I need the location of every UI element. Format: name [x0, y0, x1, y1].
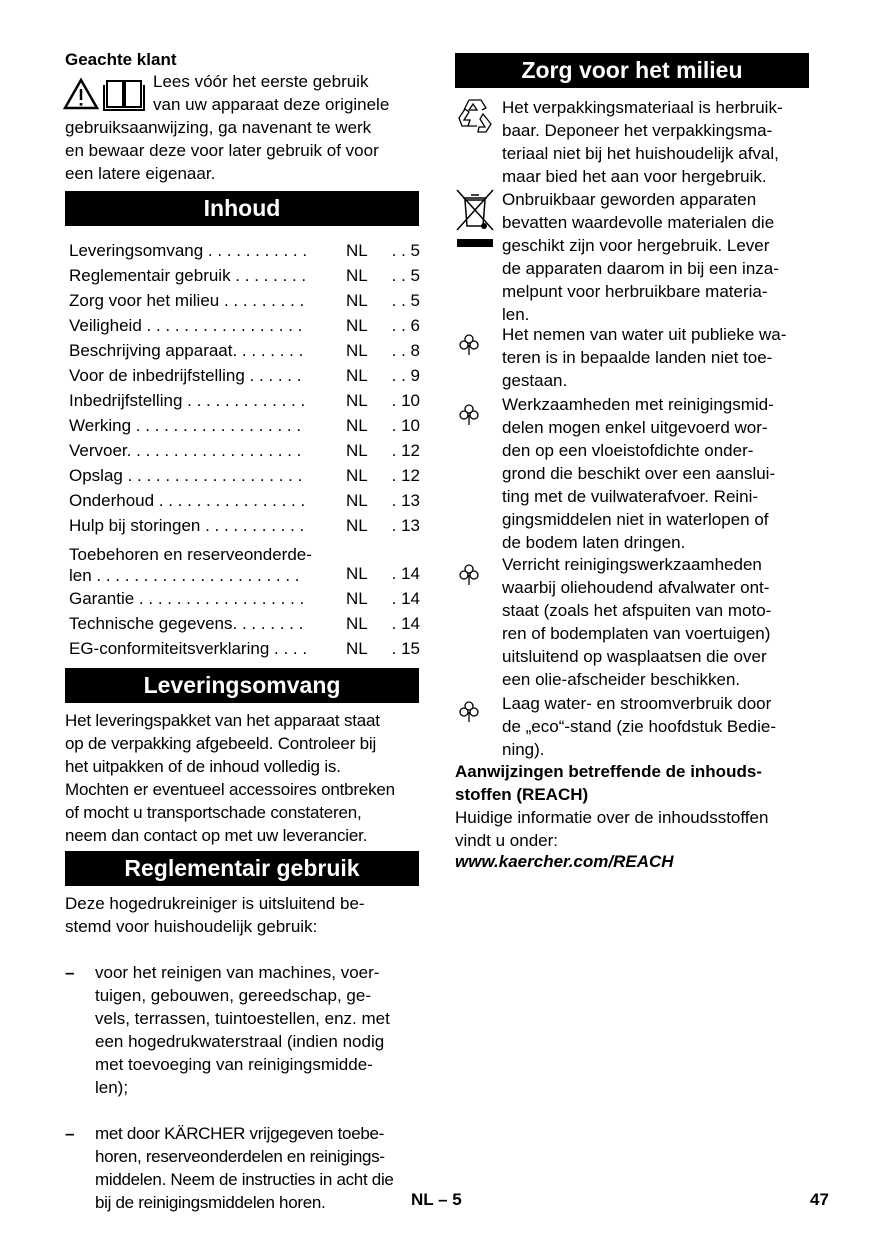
milieu-item-packaging: Het verpakkingsmateriaal is herbruik- baar. Deponeer het verpakkingsma- teriaal niet bij het huishoudelijk afval, maar bied het aan voor hergebruik.: [502, 98, 783, 186]
milieu-item-devices: Onbruikbaar geworden apparaten bevatten waardevolle materialen die geschikt zijn voor hergebruik. Lever de apparaten daarom in bij een inza- melpunt voor herbruikbare materia- len.: [502, 190, 779, 324]
toc-entry-language: NL: [346, 516, 368, 535]
toc-entry[interactable]: [69, 238, 420, 263]
toc-entry[interactable]: [69, 263, 420, 288]
toc-entry-page: . . 6: [391, 316, 420, 335]
recycle-icon: [455, 96, 495, 138]
toc-entry-language: NL: [346, 639, 368, 658]
list-item-text: met door KÄRCHER vrijgegeven toebe- horen, reserveonderdelen en reinigings- middelen. Neem de instructies in acht die bij de reinigingsmiddelen horen.: [95, 1124, 394, 1212]
toc-entry[interactable]: [69, 438, 420, 463]
toc-entry-page: . 13: [391, 491, 420, 510]
toc-entry[interactable]: [69, 611, 420, 636]
toc-entry[interactable]: [69, 586, 420, 611]
list-item: [65, 1122, 425, 1214]
toc-entry-title: Voor de inbedrijfstelling . . . . . .: [69, 366, 302, 385]
milieu-item-cleaning-agents: Werkzaamheden met reinigingsmid- delen mogen enkel uitgevoerd wor- den op een vloeistofdichte onder- grond die beschikt over een aanslui- ting met de vuilwaterafvoer. Reini- gingsmiddelen niet in waterlopen of de bodem laten dringen.: [502, 395, 776, 552]
toc-entry-title: Inbedrijfstelling . . . . . . . . . . . . .: [69, 391, 306, 410]
toc-entry-title: Veiligheid . . . . . . . . . . . . . . . . .: [69, 316, 303, 335]
toc-entry-page: . 12: [391, 466, 420, 485]
reglementair-text: Deze hogedrukreiniger is uitsluitend be- stemd voor huishoudelijk gebruik:: [65, 894, 365, 936]
toc-entry[interactable]: [69, 388, 420, 413]
toc-entry-title: Onderhoud . . . . . . . . . . . . . . . .: [69, 491, 306, 510]
toc-entry-title: Zorg voor het milieu . . . . . . . . .: [69, 291, 305, 310]
toc-entry-language: NL: [346, 266, 368, 285]
toc-entry-title: Toebehoren en reserveonderde- len . . . . . . . . . . . . . . . . . . . . . .: [69, 545, 312, 585]
bullet-dash: –: [65, 963, 75, 982]
toc-entry-title: Technische gegevens. . . . . . . .: [69, 614, 304, 633]
list-item: [65, 961, 425, 1099]
footer-section-label: NL – 5: [411, 1190, 462, 1209]
reach-text: Huidige informatie over de inhoudsstoffen vindt u onder:: [455, 808, 769, 850]
toc-entry-title: Leveringsomvang . . . . . . . . . . .: [69, 241, 308, 260]
greeting-heading: Geachte klant: [65, 50, 177, 69]
toc-entry[interactable]: [69, 363, 420, 388]
toc-entry-language: NL: [346, 341, 368, 360]
toc-entry-title: Beschrijving apparaat. . . . . . . .: [69, 341, 304, 360]
reach-link[interactable]: www.kaercher.com/REACH: [455, 852, 674, 871]
toc-entry-title: EG-conformiteitsverklaring . . . .: [69, 639, 308, 658]
toc-entry-page: . . 5: [391, 241, 420, 260]
leveringsomvang-text: Het leveringspakket van het apparaat staat op de verpakking afgebeeld. Controleer bij het uitpakken of de inhoud volledig is. Mochten er eventueel accessoires ontbreken of mocht u transportschade constateren, neem dan contact op met uw leverancier.: [65, 711, 395, 845]
toc-entry-page: . . 5: [391, 291, 420, 310]
toc-entry-page: . 15: [391, 639, 420, 658]
toc-entry[interactable]: [69, 338, 420, 363]
milieu-item-oily-water: Verricht reinigingswerkzaamheden waarbij oliehoudend afvalwater ont- staat (zoals het afspuiten van moto- ren of bodemplaten van voertuigen) uitsluitend op wasplaatsen die over een olie-afscheider beschikken.: [502, 555, 772, 689]
reglementair-list: [65, 938, 425, 1237]
toc-heading: Inhoud: [65, 191, 419, 226]
table-of-contents: [69, 238, 420, 661]
toc-entry[interactable]: [69, 463, 420, 488]
toc-entry[interactable]: [69, 488, 420, 513]
toc-entry-language: NL: [346, 491, 368, 510]
toc-entry-page: . 12: [391, 441, 420, 460]
reach-heading: Aanwijzingen betreffende de inhouds- stoffen (REACH): [455, 762, 762, 804]
toc-entry-page: . 14: [391, 614, 420, 633]
toc-entry-language: NL: [346, 416, 368, 435]
toc-entry-title: Hulp bij storingen . . . . . . . . . . .: [69, 516, 305, 535]
toc-entry-page: . 10: [391, 416, 420, 435]
toc-entry-page: . . 9: [391, 366, 420, 385]
toc-entry-language: NL: [346, 564, 368, 583]
environment-tip-icon: [458, 333, 480, 357]
toc-entry[interactable]: [69, 288, 420, 313]
reglementair-heading: Reglementair gebruik: [65, 851, 419, 886]
milieu-item-water: Het nemen van water uit publieke wa- teren is in bepaalde landen niet toe- gestaan.: [502, 325, 787, 390]
toc-entry-title: Garantie . . . . . . . . . . . . . . . . . .: [69, 589, 305, 608]
toc-entry-page: . 10: [391, 391, 420, 410]
toc-entry-language: NL: [346, 316, 368, 335]
toc-entry-language: NL: [346, 291, 368, 310]
toc-entry-page: . 14: [391, 589, 420, 608]
toc-entry-language: NL: [346, 614, 368, 633]
toc-entry-title: Reglementair gebruik . . . . . . . .: [69, 266, 307, 285]
toc-entry-page: . . 5: [391, 266, 420, 285]
toc-entry-page: . 14: [391, 564, 420, 583]
crossed-bin-icon: [455, 188, 495, 250]
toc-entry[interactable]: [69, 413, 420, 438]
toc-entry-title: Vervoer. . . . . . . . . . . . . . . . . . .: [69, 441, 302, 460]
toc-entry-language: NL: [346, 441, 368, 460]
warning-manual-icon: [63, 77, 147, 111]
toc-entry-title: Werking . . . . . . . . . . . . . . . . . .: [69, 416, 302, 435]
toc-entry[interactable]: [69, 513, 420, 538]
toc-entry[interactable]: [69, 636, 420, 661]
toc-entry[interactable]: [69, 313, 420, 338]
toc-entry-language: NL: [346, 466, 368, 485]
toc-entry-page: . . 8: [391, 341, 420, 360]
toc-entry-language: NL: [346, 391, 368, 410]
footer-page-number: 47: [810, 1190, 829, 1209]
milieu-item-eco: Laag water- en stroomverbruik door de „eco“-stand (zie hoofdstuk Bedie- ning).: [502, 694, 777, 759]
bullet-dash: –: [65, 1124, 75, 1143]
environment-tip-icon: [458, 700, 480, 724]
toc-entry-page: . 13: [391, 516, 420, 535]
toc-entry-language: NL: [346, 366, 368, 385]
list-item-text: voor het reinigen van machines, voer- tuigen, gebouwen, gereedschap, ge- vels, terrassen, tuintoestellen, enz. met een hogedrukwaterstraal (indien nodig met toevoeging van reinigingsmidde- len);: [95, 963, 390, 1097]
toc-entry-language: NL: [346, 241, 368, 260]
toc-entry-language: NL: [346, 589, 368, 608]
intro-text-first: Lees vóór het eerste gebruik van uw apparaat deze originele: [153, 72, 390, 114]
intro-text-rest: gebruiksaanwijzing, ga navenant te werk en bewaar deze voor later gebruik of voor een latere eigenaar.: [65, 118, 379, 183]
toc-entry-title: Opslag . . . . . . . . . . . . . . . . . . .: [69, 466, 303, 485]
environment-tip-icon: [458, 563, 480, 587]
toc-entry[interactable]: [69, 538, 420, 586]
leveringsomvang-heading: Leveringsomvang: [65, 668, 419, 703]
milieu-heading: Zorg voor het milieu: [455, 53, 809, 88]
environment-tip-icon: [458, 403, 480, 427]
